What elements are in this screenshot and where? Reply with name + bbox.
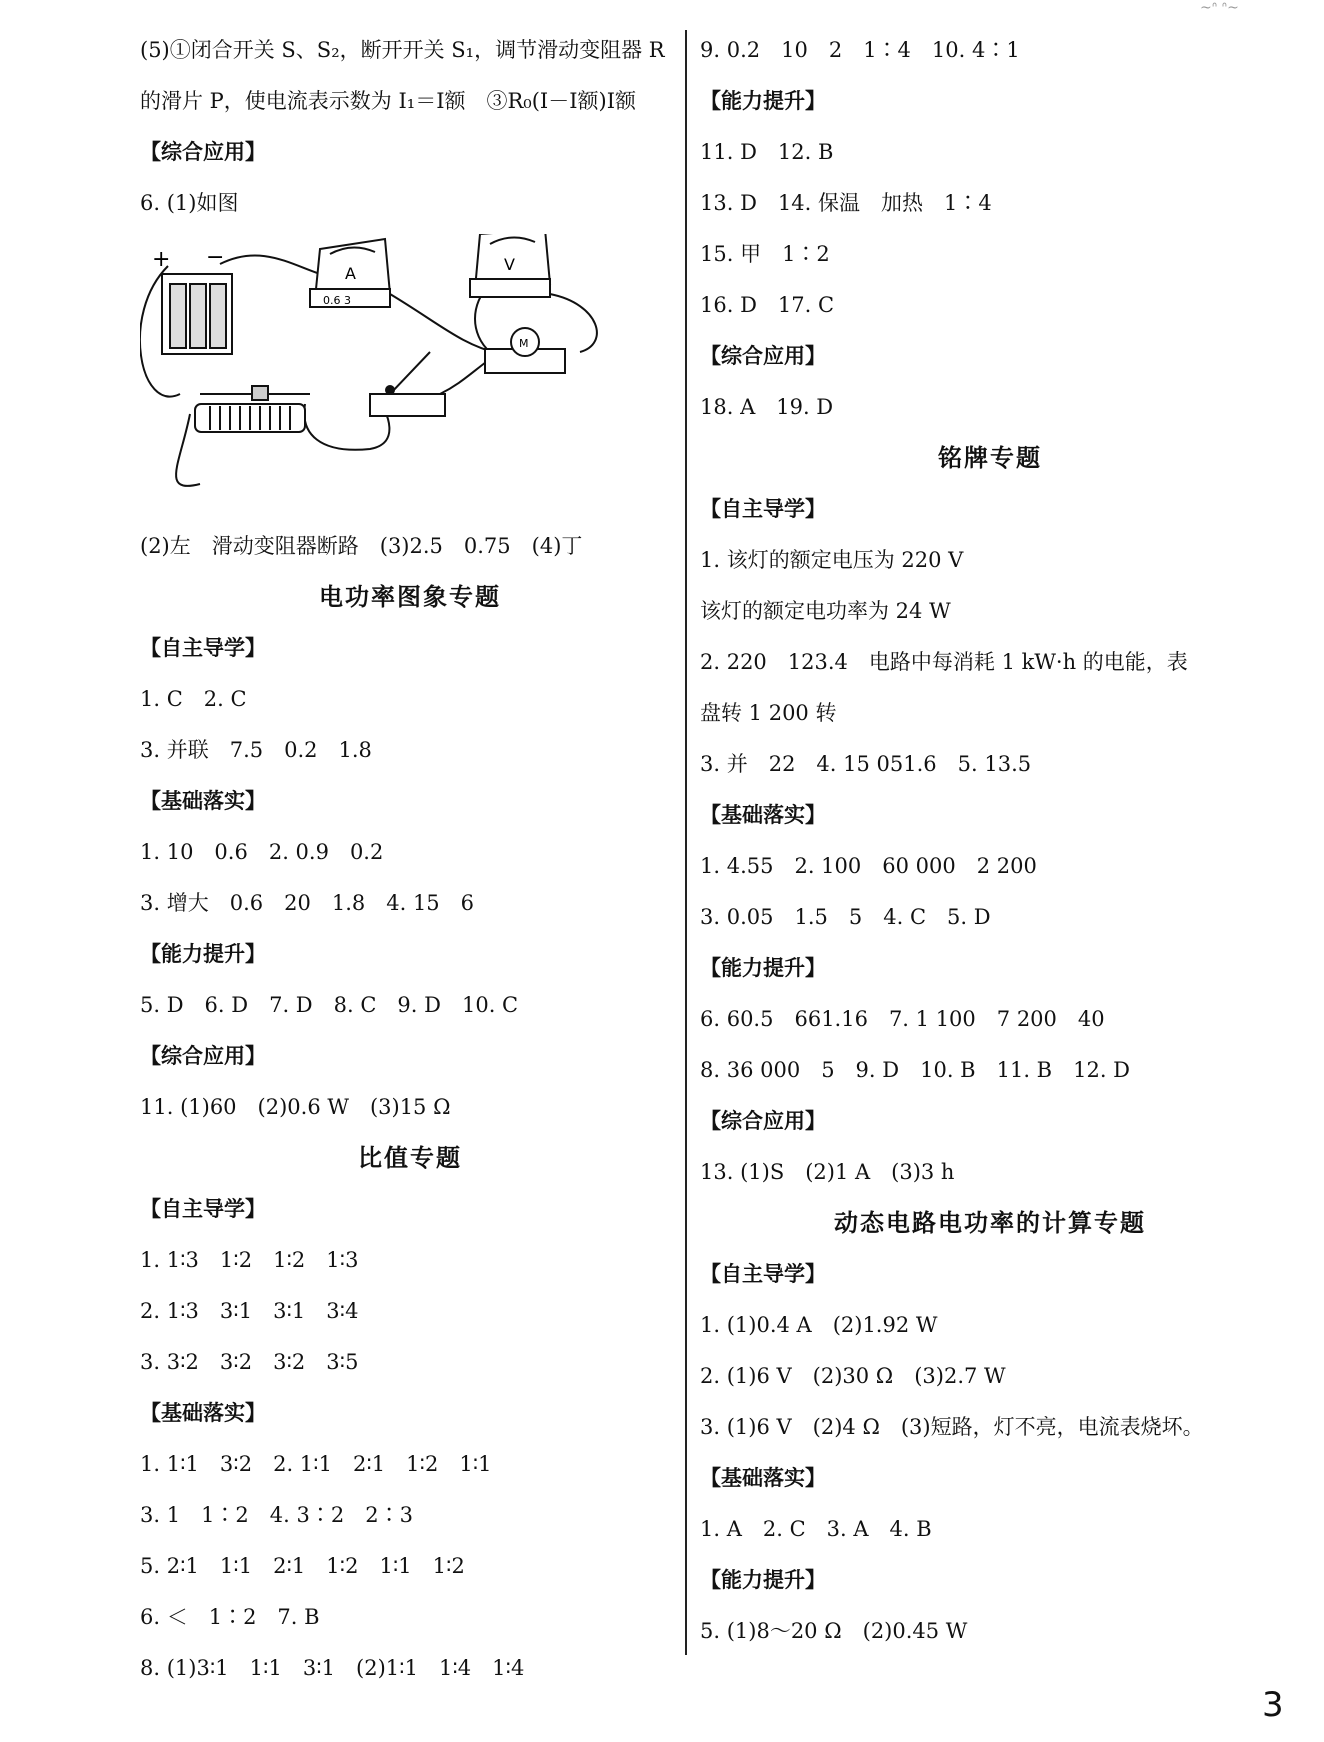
answer-line: 6. 60.5 661.16 7. 1 100 7 200 40 [700, 1007, 1105, 1031]
section-heading: 【能力提升】 [700, 956, 826, 980]
section-heading: 【综合应用】 [700, 1109, 826, 1133]
answer-line: 16. D 17. C [700, 293, 835, 317]
answer-line: (2)左 滑动变阻器断路 (3)2.5 0.75 (4)丁 [140, 534, 583, 558]
answer-line: 13. D 14. 保温 加热 1∶4 [700, 191, 992, 215]
answer-line: 11. (1)60 (2)0.6 W (3)15 Ω [140, 1095, 451, 1119]
circuit-figure [140, 234, 680, 526]
section-title: 电功率图象专题 [319, 583, 501, 611]
battery [162, 274, 232, 354]
minus-sign: − [206, 245, 225, 270]
answer-line: 13. (1)S (2)1 A (3)3 h [700, 1160, 955, 1184]
answer-line: 6. ＜ 1∶2 7. B [140, 1605, 320, 1629]
switch [370, 352, 445, 416]
voltmeter-label: V [504, 255, 515, 274]
answer-line: (5)①闭合开关 S、S₂，断开开关 S₁，调节滑动变阻器 R [140, 38, 665, 62]
answer-line: 18. A 19. D [700, 395, 834, 419]
answer-line: 5. (1)8～20 Ω (2)0.45 W [700, 1619, 968, 1643]
section-title: 动态电路电功率的计算专题 [834, 1209, 1146, 1237]
answer-line: 3. 1 1∶2 4. 3∶2 2∶3 [140, 1503, 413, 1527]
answer-line: 6. (1)如图 [140, 191, 239, 215]
answer-line: 1. 1∶3 1∶2 1∶2 1∶3 [140, 1248, 359, 1272]
answer-line: 3. 并联 7.5 0.2 1.8 [140, 738, 372, 762]
section-heading: 【自主导学】 [140, 1197, 266, 1221]
answer-line: 3. 0.05 1.5 5 4. C 5. D [700, 905, 991, 929]
answer-line: 1. C 2. C [140, 687, 247, 711]
answer-line: 5. 2∶1 1∶1 2∶1 1∶2 1∶1 1∶2 [140, 1554, 465, 1578]
column-divider [685, 30, 687, 1655]
answer-line: 9. 0.2 10 2 1∶4 10. 4∶1 [700, 38, 1020, 62]
section-heading: 【基础落实】 [140, 1401, 266, 1425]
answer-line: 15. 甲 1∶2 [700, 242, 830, 266]
answer-line: 3. (1)6 V (2)4 Ω (3)短路，灯不亮，电流表烧坏。 [700, 1415, 1204, 1439]
circuit-diagram [140, 234, 680, 526]
answer-line: 2. 1∶3 3∶1 3∶1 3∶4 [140, 1299, 359, 1323]
answer-line: 1. 1∶1 3∶2 2. 1∶1 2∶1 1∶2 1∶1 [140, 1452, 492, 1476]
answer-line: 3. 并 22 4. 15 051.6 5. 13.5 [700, 752, 1032, 776]
section-heading: 【自主导学】 [700, 1262, 826, 1286]
answer-line: 1. 4.55 2. 100 60 000 2 200 [700, 854, 1037, 878]
answer-line: 11. D 12. B [700, 140, 834, 164]
plus-sign: + [152, 247, 171, 272]
answer-line: 的滑片 P，使电流表示数为 I₁＝I额 ③R₀(I－I额)I额 [140, 89, 636, 113]
section-heading: 【能力提升】 [700, 1568, 826, 1592]
ammeter-label: A [345, 264, 356, 283]
page-number: 3 [1262, 1685, 1284, 1725]
section-heading: 【能力提升】 [140, 942, 266, 966]
rheostat [195, 386, 310, 432]
section-title: 铭牌专题 [938, 444, 1042, 472]
ammeter-terminals: 0.6 3 [323, 294, 351, 307]
answer-line: 1. (1)0.4 A (2)1.92 W [700, 1313, 938, 1337]
answer-line: 8. 36 000 5 9. D 10. B 11. B 12. D [700, 1058, 1131, 1082]
answer-line: 盘转 1 200 转 [700, 701, 837, 725]
lamp-label: M [519, 337, 529, 350]
answer-line: 3. 增大 0.6 20 1.8 4. 15 6 [140, 891, 475, 915]
section-heading: 【基础落实】 [700, 1466, 826, 1490]
answer-line: 1. A 2. C 3. A 4. B [700, 1517, 932, 1541]
section-heading: 【基础落实】 [700, 803, 826, 827]
answer-line: 1. 该灯的额定电压为 220 V [700, 548, 964, 572]
section-heading: 【综合应用】 [140, 140, 266, 164]
answer-line: 5. D 6. D 7. D 8. C 9. D 10. C [140, 993, 519, 1017]
lamp [485, 328, 565, 373]
section-heading: 【综合应用】 [140, 1044, 266, 1068]
answer-line: 1. 10 0.6 2. 0.9 0.2 [140, 840, 384, 864]
answer-line: 该灯的额定电功率为 24 W [700, 599, 951, 623]
section-heading: 【综合应用】 [700, 344, 826, 368]
wire [220, 255, 320, 274]
section-heading: 【自主导学】 [700, 497, 826, 521]
section-heading: 【基础落实】 [140, 789, 266, 813]
answer-line: 2. 220 123.4 电路中每消耗 1 kW·h 的电能，表 [700, 650, 1188, 674]
answer-line: 3. 3∶2 3∶2 3∶2 3∶5 [140, 1350, 359, 1374]
answer-line: 8. (1)3∶1 1∶1 3∶1 (2)1∶1 1∶4 1∶4 [140, 1656, 525, 1680]
section-heading: 【自主导学】 [140, 636, 266, 660]
right-column [700, 30, 1280, 1662]
left-column [140, 30, 680, 1699]
corner-decoration: ~ᐢ ᐢ~ [1200, 0, 1239, 16]
section-title: 比值专题 [358, 1144, 462, 1172]
answer-line: 2. (1)6 V (2)30 Ω (3)2.7 W [700, 1364, 1006, 1388]
section-heading: 【能力提升】 [700, 89, 826, 113]
